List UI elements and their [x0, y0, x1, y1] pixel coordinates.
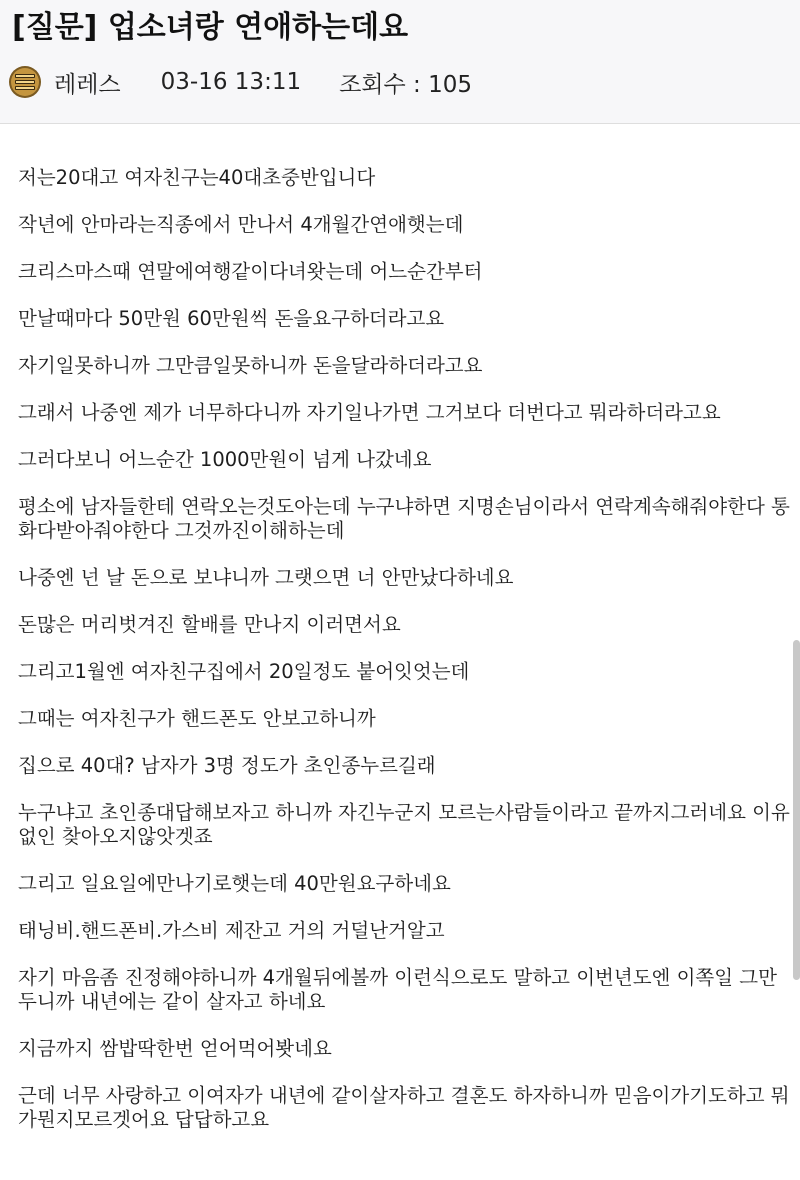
post-paragraph: 태닝비.핸드폰비.가스비 제잔고 거의 거덜난거알고 [18, 919, 445, 942]
scrollbar-thumb[interactable] [793, 640, 800, 980]
post-paragraph: 근데 너무 사랑하고 이여자가 내년에 같이살자하고 결혼도 하자하니까 믿음이가기도하고 뭐가뭔지모르겟어요 답답하고요 [18, 1084, 790, 1131]
post-paragraph: 만날때마다 50만원 60만원씩 돈을요구하더라고요 [18, 307, 445, 330]
post-paragraph: 지금까지 쌈밥딱한번 얻어먹어봣네요 [18, 1037, 332, 1060]
post-paragraph: 돈많은 머리벗겨진 할배를 만나지 이러면서요 [18, 613, 401, 636]
post-paragraph: 작년에 안마라는직종에서 만나서 4개월간연애햇는데 [18, 213, 464, 236]
post-paragraph: 평소에 남자들한테 연락오는것도아는데 누구냐하면 지명손님이라서 연락계속해줘야한다 통화다받아줘야한다 그것까진이해하는데 [18, 495, 790, 542]
author-name[interactable]: 레레스 [54, 71, 121, 98]
post-paragraph: 그때는 여자친구가 핸드폰도 안보고하니까 [18, 707, 376, 730]
post-header [0, 0, 800, 124]
post-paragraph: 그래서 나중엔 제가 너무하다니까 자기일나가면 그거보다 더번다고 뭐라하더라고요 [18, 401, 721, 424]
view-count: 조회수 : 105 [339, 71, 473, 98]
post-paragraph: 집으로 40대? 남자가 3명 정도가 초인종누르길래 [18, 754, 436, 777]
post-paragraph: 그리고1월엔 여자친구집에서 20일정도 붙어잇엇는데 [18, 660, 470, 683]
post-paragraph: 저는20대고 여자친구는40대초중반입니다 [18, 166, 376, 189]
post-paragraph: 그러다보니 어느순간 1000만원이 넘게 나갔네요 [18, 448, 432, 471]
post-paragraph: 그리고 일요일에만나기로햇는데 40만원요구하네요 [18, 872, 451, 895]
level-badge-icon [8, 65, 42, 99]
post-paragraph: 자기일못하니까 그만큼일못하니까 돈을달라하더라고요 [18, 354, 483, 377]
post-paragraph: 누구냐고 초인종대답해보자고 하니까 자긴누군지 모르는사람들이라고 끝까지그러네요 이유없인 찾아오지않앗겟죠 [18, 801, 790, 848]
post-title: [질문] 업소녀랑 연애하는데요 [12, 10, 409, 45]
post-paragraph: 크리스마스때 연말에여행같이다녀왓는데 어느순간부터 [18, 260, 483, 283]
post-paragraph: 자기 마음좀 진정해야하니까 4개월뒤에볼까 이런식으로도 말하고 이번년도엔 이쪽일 그만두니까 내년에는 같이 살자고 하네요 [18, 966, 777, 1013]
post-body [18, 166, 793, 1155]
post-datetime: 03-16 13:11 [160, 69, 302, 95]
post-paragraph: 나중엔 넌 날 돈으로 보냐니까 그랫으면 너 안만났다하네요 [18, 566, 514, 589]
post-meta [8, 62, 472, 102]
